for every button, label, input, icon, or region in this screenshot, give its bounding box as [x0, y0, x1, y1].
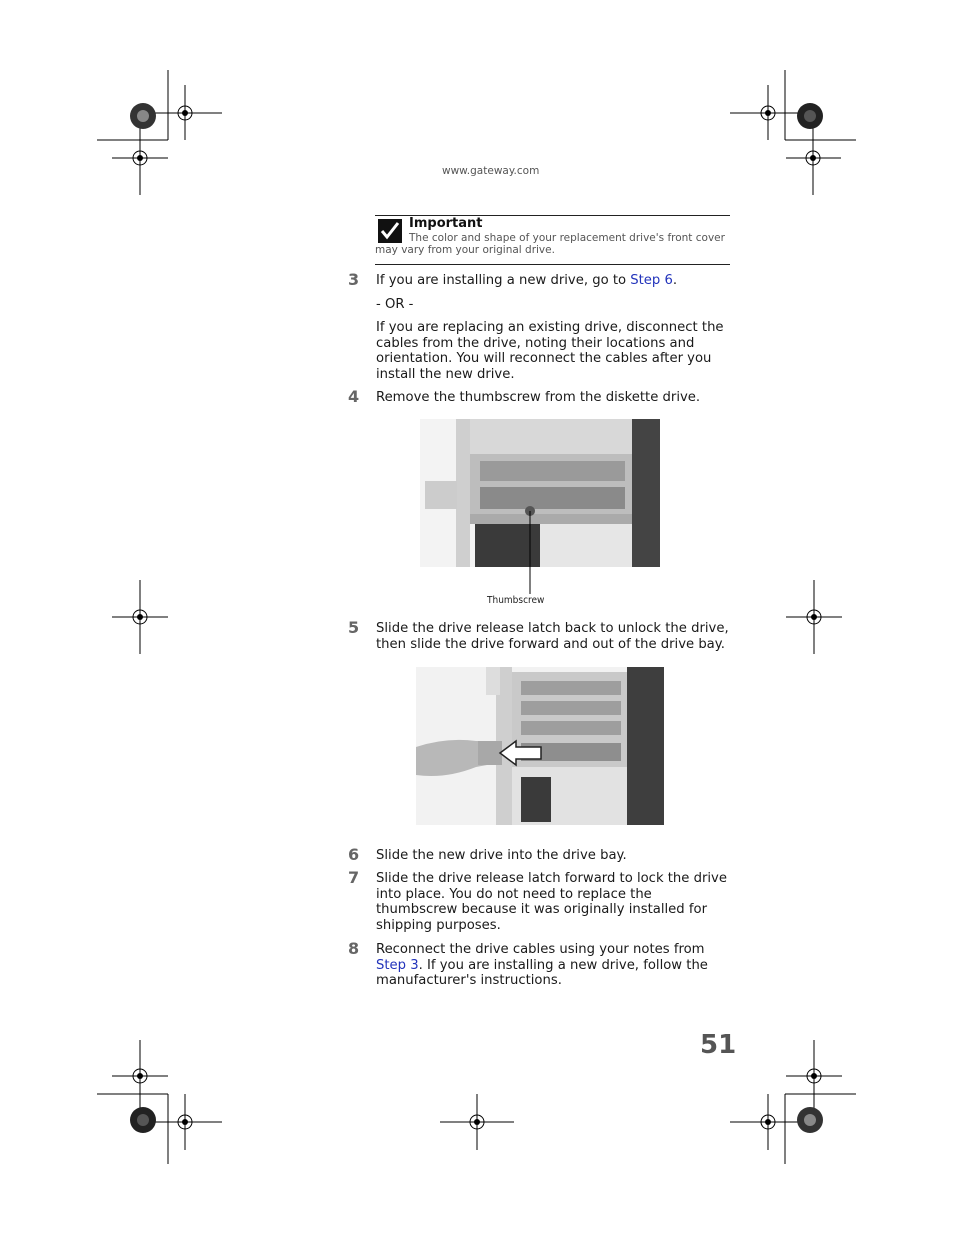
- step-8-text-post: . If you are installing a new drive, follow the manufacturer's instructions.: [376, 957, 708, 989]
- step-number: 3: [348, 270, 360, 289]
- step-3-text: [376, 273, 731, 289]
- important-title: Important: [409, 216, 483, 231]
- or-separator: - OR -: [376, 297, 414, 312]
- step-number: 7: [348, 868, 360, 887]
- thumbscrew-callout-line: [529, 566, 531, 594]
- step-3-link[interactable]: Step 3: [376, 957, 419, 973]
- step-3-text-pre: If you are installing a new drive, go to: [376, 273, 631, 288]
- drive-removal-photo: [416, 667, 664, 825]
- header-url: www.gateway.com: [442, 165, 540, 177]
- step-3-replace-text: If you are replacing an existing drive, disconnect the cables from the drive, noting their locations and orientation. You will reconnect the cables after you install the new drive.: [376, 320, 724, 382]
- drive-bay-photo: [420, 419, 660, 567]
- step-8-text-pre: Reconnect the drive cables using your notes from: [376, 942, 705, 957]
- thumbscrew-caption: Thumbscrew: [487, 595, 545, 606]
- important-text: The color and shape of your replacement drive's front cover may vary from your original drive.: [375, 232, 725, 256]
- step-8-text: [376, 942, 731, 989]
- step-4-text: Remove the thumbscrew from the diskette drive.: [376, 390, 701, 405]
- step-number: 5: [348, 618, 360, 637]
- step-5-text: Slide the drive release latch back to unlock the drive, then slide the drive forward and out of the drive bay.: [376, 621, 729, 652]
- page-number: 51: [700, 1030, 737, 1060]
- step-number: 8: [348, 939, 360, 958]
- important-note: [375, 215, 730, 265]
- step-7-text: Slide the drive release latch forward to lock the drive into place. You do not need to replace the thumbscrew because it was originally installed for shipping purposes.: [376, 871, 727, 933]
- step-number: 6: [348, 845, 360, 864]
- step-6-link[interactable]: Step 6: [630, 273, 673, 288]
- step-6-text: Slide the new drive into the drive bay.: [376, 848, 627, 863]
- step-3-text-post: .: [672, 273, 678, 288]
- step-number: 4: [348, 387, 360, 406]
